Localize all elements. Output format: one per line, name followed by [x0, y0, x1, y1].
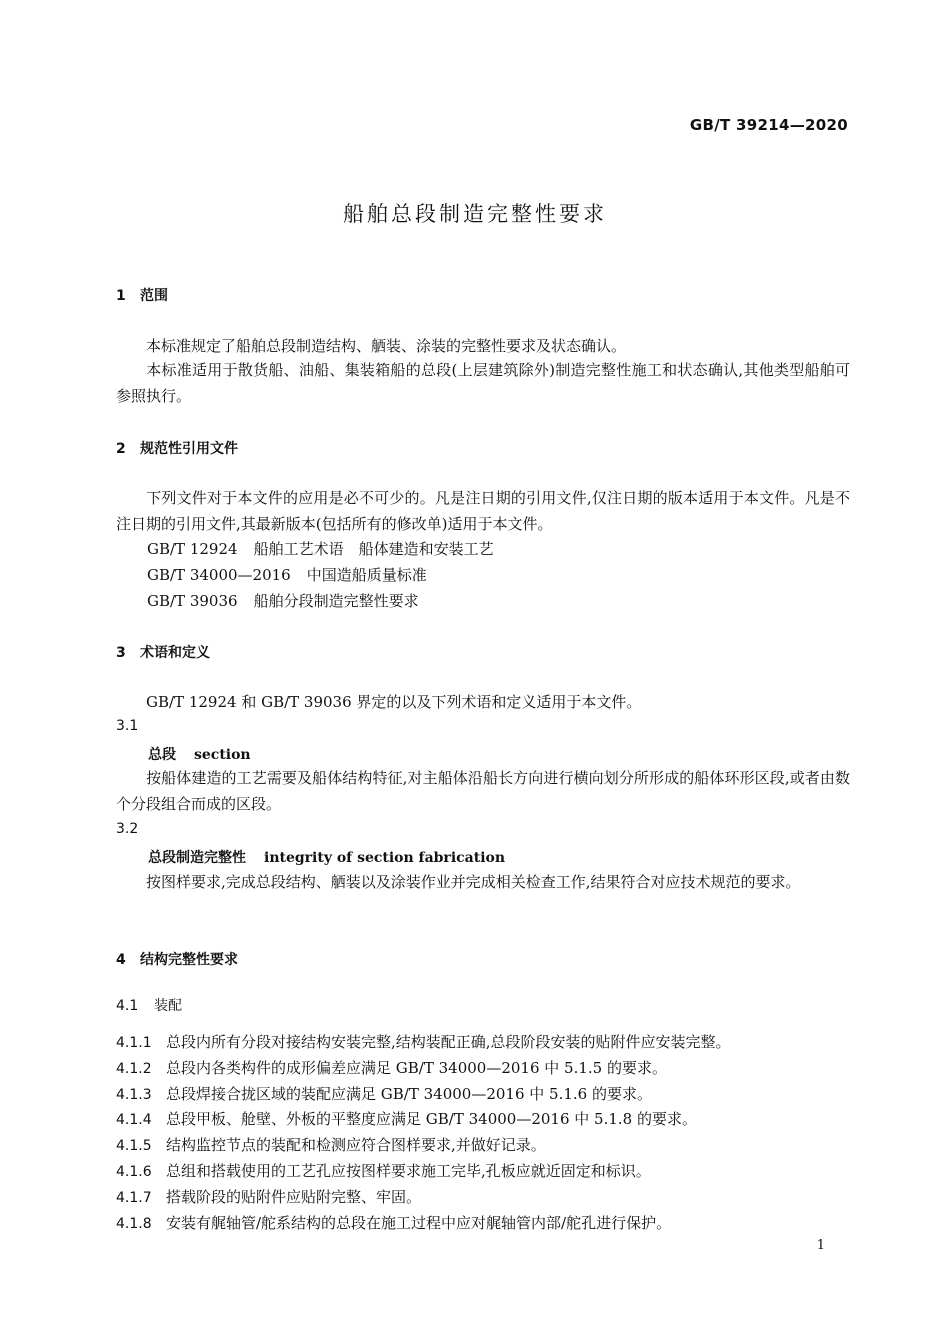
- item-number: 4.1.6: [116, 1164, 152, 1180]
- reference-code: GB/T 34000—2016: [147, 566, 291, 584]
- item-number: 4.1.3: [116, 1087, 152, 1103]
- reference-name: 中国造船质量标准: [306, 566, 427, 584]
- paragraph-text: 按图样要求,完成总段结构、舾装以及涂装作业并完成相关检查工作,结果符合对应技术规范的要求。: [146, 873, 801, 891]
- section-title: 规范性引用文件: [140, 441, 238, 457]
- requirement-item: [116, 1083, 652, 1104]
- item-text: 总段内各类构件的成形偏差应满足 GB/T 34000—2016 中 5.1.5 的要求。: [166, 1059, 667, 1077]
- paragraph-text: 本标准规定了船舶总段制造结构、舾装、涂装的完整性要求及状态确认。: [146, 337, 627, 355]
- item-number: 4.1.2: [116, 1061, 152, 1077]
- reference-item: [147, 564, 427, 585]
- reference-code: GB/T 39036: [147, 592, 238, 610]
- item-text: 总段内所有分段对接结构安装完整,结构装配正确,总段阶段安装的贴附件应安装完整。: [166, 1033, 731, 1051]
- section-number: 1: [116, 288, 126, 304]
- requirement-item: [116, 1212, 671, 1233]
- term-chinese: 总段: [148, 747, 176, 763]
- document-title: 船舶总段制造完整性要求: [343, 202, 607, 226]
- item-text: 总段甲板、舱壁、外板的平整度应满足 GB/T 34000—2016 中 5.1.8 的要求。: [166, 1110, 697, 1128]
- item-number: 4.1.7: [116, 1190, 152, 1206]
- term-definition: [116, 765, 850, 817]
- requirement-item: [116, 1108, 697, 1129]
- subsection-number: 4.1: [116, 998, 139, 1014]
- terms-intro-paragraph: [116, 689, 850, 715]
- section-number: 4: [116, 952, 126, 968]
- section-title: 范围: [140, 288, 168, 304]
- section-1-heading: [116, 285, 168, 305]
- term-definition: [116, 869, 850, 895]
- item-text: 安装有艉轴管/舵系结构的总段在施工过程中应对艉轴管内部/舵孔进行保护。: [166, 1214, 672, 1232]
- item-text: 结构监控节点的装配和检测应符合图样要求,并做好记录。: [166, 1136, 546, 1154]
- references-paragraph: [116, 485, 850, 537]
- section-3-heading: [116, 642, 210, 662]
- paragraph-text: 按船体建造的工艺需要及船体结构特征,对主船体沿船长方向进行横向划分所形成的船体环形区段,或者由数个分段组合而成的区段。: [116, 769, 850, 813]
- term-title: [148, 847, 505, 867]
- requirement-item: [116, 1160, 651, 1181]
- reference-code: GB/T 12924: [147, 540, 238, 558]
- requirement-item: [116, 1186, 421, 1207]
- subsection-4-1-heading: [116, 995, 182, 1015]
- section-title: 结构完整性要求: [140, 952, 238, 968]
- scope-paragraph-1: [116, 333, 850, 359]
- paragraph-text: 下列文件对于本文件的应用是必不可少的。凡是注日期的引用文件,仅注日期的版本适用于本文件。凡是不注日期的引用文件,其最新版本(包括所有的修改单)适用于本文件。: [116, 489, 850, 533]
- term-chinese: 总段制造完整性: [148, 850, 246, 866]
- requirement-item: [116, 1134, 546, 1155]
- item-text: 搭载阶段的贴附件应贴附完整、牢固。: [166, 1188, 422, 1206]
- section-2-heading: [116, 438, 238, 458]
- term-english: section: [194, 747, 251, 763]
- section-number: 3: [116, 645, 126, 661]
- term-title: [148, 744, 251, 764]
- term-number: 3.2: [116, 821, 139, 837]
- reference-name: 船舶工艺术语 船体建造和安装工艺: [253, 540, 494, 558]
- term-number: 3.1: [116, 718, 139, 734]
- reference-item: [147, 538, 494, 559]
- reference-item: [147, 590, 419, 611]
- section-title: 术语和定义: [140, 645, 210, 661]
- item-text: 总段焊接合拢区域的装配应满足 GB/T 34000—2016 中 5.1.6 的要求。: [166, 1085, 652, 1103]
- standard-code: GB/T 39214—2020: [689, 116, 848, 134]
- term-english: integrity of section fabrication: [264, 850, 506, 866]
- section-number: 2: [116, 441, 126, 457]
- item-number: 4.1.8: [116, 1216, 152, 1232]
- item-number: 4.1.5: [116, 1138, 152, 1154]
- scope-paragraph-2: [116, 357, 850, 409]
- page-number: 1: [816, 1238, 825, 1253]
- reference-name: 船舶分段制造完整性要求: [253, 592, 419, 610]
- item-number: 4.1.4: [116, 1112, 152, 1128]
- section-4-heading: [116, 949, 238, 969]
- subsection-title: 装配: [154, 998, 182, 1014]
- item-text: 总组和搭载使用的工艺孔应按图样要求施工完毕,孔板应就近固定和标识。: [166, 1162, 651, 1180]
- requirement-item: [116, 1057, 667, 1078]
- item-number: 4.1.1: [116, 1035, 152, 1051]
- paragraph-text: GB/T 12924 和 GB/T 39036 界定的以及下列术语和定义适用于本文件。: [146, 693, 642, 711]
- requirement-item: [116, 1031, 731, 1052]
- paragraph-text: 本标准适用于散货船、油船、集装箱船的总段(上层建筑除外)制造完整性施工和状态确认,其他类型船舶可参照执行。: [116, 361, 850, 405]
